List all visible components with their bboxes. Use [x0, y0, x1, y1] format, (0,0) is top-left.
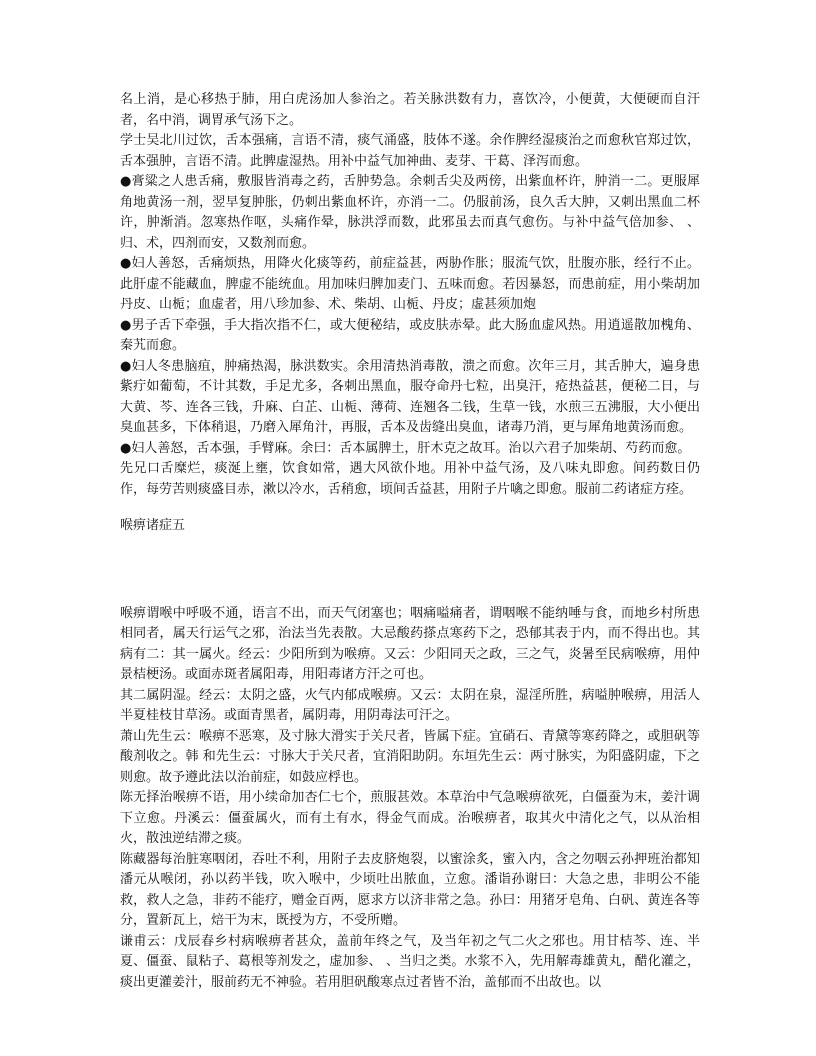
paragraph: 陈藏器每治脏寒咽闭，吞吐不利，用附子去皮脐炮裂，以蜜涂炙，蜜入内，含之勿咽云孙押班治都知潘元从喉闭，孙以药半钱，吹入喉中，少顷吐出脓血，立愈。潘诣孙谢曰：大急之患，非明公不能救，救人之急，非药不能疗，赠金百两，愿求方以济非常之急。孙曰：用猪牙皂角、白矾、黄连各等分，置新瓦上，焙干为末，既授为方，不受所赠。	[120, 851, 700, 928]
paragraph: 其二属阴湿。经云：太阴之盛，火气内郁成喉痹。又云：太阴在泉，湿淫所胜，病嗌肿喉痹，用活人半夏桂枝甘草汤。或面青黑者，属阴毒，用阴毒法可汗之。	[120, 687, 700, 723]
paragraph: 学士吴北川过饮，舌本强痛，言语不清，痰气涌盛，肢体不遂。余作脾经湿痰治之而愈秋官郑过饮，舌本强肿，言语不清。此脾虚湿热。用补中益气加神曲、麦芽、干葛、泽泻而愈。	[120, 133, 700, 169]
paragraph: ●妇人善怒，舌痛烦热，用降火化痰等药，前症益甚，两胁作胀；服流气饮，肚腹亦胀，经行不止。此肝虚不能藏血，脾虚不能统血。用加味归脾加麦门、五味而愈。若因暴怒，而患前症，用小柴胡加丹皮、山栀；血虚者，用八珍加参、术、柴胡、山栀、丹皮；虚甚须加炮	[120, 256, 700, 312]
paragraph: ●妇人冬患脑疽，肿痛热渴，脉洪数实。余用清热消毒散，溃之而愈。次年三月，其舌肿大，遍身患紫疔如葡萄，不计其数，手足尤多，各刺出黑血，服夺命丹七粒，出臭汗，疮热益甚，便秘二日，与大黄、芩、连各三钱，升麻、白芷、山栀、薄荷、连翘各二钱，生草一钱，水煎三五沸服，大小便出臭血甚多，下体稍退，乃磨入犀角汁，再服，舌本及齿缝出臭血，诸毒乃消，更与犀角地黄汤而愈。	[120, 358, 700, 435]
section-heading: 喉痹诸症五	[120, 518, 186, 533]
paragraph: 名上消，是心移热于肺，用白虎汤加人参治之。若关脉洪数有力，喜饮冷，小便黄，大便硬而自汗者，名中消，调胃承气汤下之。	[120, 92, 700, 128]
section-tongue-cases	[120, 90, 700, 500]
blank-space	[120, 537, 700, 604]
paragraph: 喉痹谓喉中呼吸不通，语言不出，而天气闭塞也；咽痛嗌痛者，谓咽喉不能纳唾与食，而地乡村所患相同者，属天行运气之邪，治法当先表散。大忌酸药搽点寒药下之，恐郁其表于内，而不得出也。其病有二：其一属火。经云：少阳所到为喉痹。又云：少阳同天之政，三之气，炎暑至民病喉痹，用仲景桔梗汤。或面赤斑者属阳毒，用阳毒诸方汗之可也。	[120, 605, 700, 682]
document-page	[120, 90, 700, 993]
paragraph: 萧山先生云：喉痹不恶寒，及寸脉大滑实于关尺者，皆属下症。宜硝石、青黛等寒药降之，或胆矾等酸剂收之。韩 和先生云：寸脉大于关尺者，宜消阳助阴。东垣先生云：两寸脉实，为阳盛阴虚，下之则愈。故予遵此法以治前症，如鼓应桴也。	[120, 728, 700, 785]
paragraph: 陈无择治喉痹不语，用小续命加杏仁七个，煎服甚效。本草治中气急喉痹欲死，白僵蚕为末，姜汁调下立愈。丹溪云：僵蚕属火，而有土有水，得金气而成。治喉痹者，取其火中清化之气，以从治相火，散浊逆结滞之痰。	[120, 790, 700, 846]
paragraph: ●膏粱之人患舌痛，敷服皆消毒之药，舌肿势急。余刺舌尖及两傍，出紫血杯许，肿消一二。更服犀角地黄汤一剂，翌早复肿胀，仍刺出紫血杯许，亦消一二。仍服前汤，良久舌大肿，又刺出黑血二杯许，肿渐消。忽寒热作呕，头痛作晕，脉洪浮而数，此邪虽去而真气愈伤。与补中益气倍加参、 、归、术，四剂而安，又数剂而愈。	[120, 174, 700, 251]
section-throat-cases	[120, 604, 700, 994]
paragraph: ●男子舌下牵强，手大指次指不仁，或大便秘结，或皮肤赤晕。此大肠血虚风热。用逍遥散加槐角、秦艽而愈。	[120, 317, 700, 353]
paragraph: 先兄口舌糜烂，痰涎上壅，饮食如常，遇大风欲仆地。用补中益气汤，及八味丸即愈。间药数日仍作，每劳苦则痰盛目赤，漱以冷水，舌稍愈，顷间舌益甚，用附子片噙之即愈。服前二药诸症方痊。	[120, 461, 700, 497]
paragraph: ●妇人善怒，舌本强，手臂麻。余曰：舌本属脾土，肝木克之故耳。治以六君子加柴胡、芍药而愈。	[120, 440, 691, 456]
paragraph: 谦甫云：戊辰春乡村病喉痹者甚众，盖前年终之气，及当年初之气二火之邪也。用甘桔芩、连、半夏、僵蚕、鼠粘子、葛根等剂发之，虚加参、 、当归之类。水浆不入，先用解毒雄黄丸，醋化灌之，痰出更灌姜汁，服前药无不神验。若用胆矾酸寒点过者皆不治，盖郁而不出故也。以	[120, 933, 700, 990]
